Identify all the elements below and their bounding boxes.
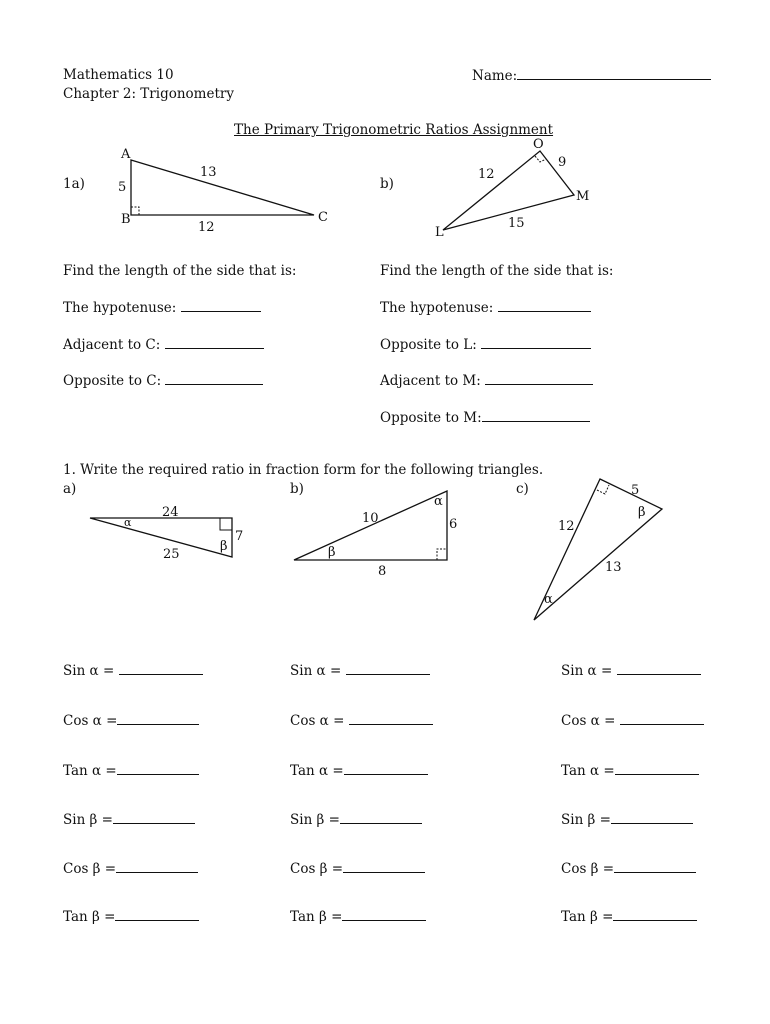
answer-blank[interactable]	[344, 762, 428, 775]
answer-blank[interactable]	[346, 662, 430, 675]
angle-alpha: α	[544, 592, 553, 607]
q1a-opposite-c[interactable]: Opposite to C:	[63, 372, 263, 389]
question-1b-label: b)	[380, 176, 394, 192]
answer-blank[interactable]	[617, 662, 701, 675]
ratio-b-tan-beta[interactable]: Tan β =	[290, 908, 426, 925]
side-10: 10	[362, 511, 379, 526]
prompt-1b: Find the length of the side that is:	[380, 263, 614, 279]
angle-beta: β	[638, 505, 646, 520]
angle-beta: β	[328, 545, 336, 560]
ratio-c-tan-alpha[interactable]: Tan α =	[561, 762, 699, 779]
side-bc: 12	[198, 220, 215, 235]
assignment-title: The Primary Trigonometric Ratios Assignment	[234, 122, 554, 138]
answer-blank[interactable]	[349, 712, 433, 725]
answer-blank[interactable]	[342, 908, 426, 921]
answer-blank[interactable]	[119, 662, 203, 675]
angle-alpha: α	[124, 516, 132, 529]
part2-instruction: 1. Write the required ratio in fraction form for the following triangles.	[63, 462, 544, 478]
ratio-b-cos-beta[interactable]: Cos β =	[290, 860, 425, 877]
side-om: 9	[558, 155, 567, 170]
side-ab: 5	[118, 180, 127, 195]
side-lm: 15	[508, 216, 525, 231]
ratio-a-sin-beta[interactable]: Sin β =	[63, 811, 195, 828]
answer-blank[interactable]	[117, 712, 199, 725]
ratio-b-tan-alpha[interactable]: Tan α =	[290, 762, 428, 779]
q1b-opposite-m[interactable]: Opposite to M:	[380, 409, 590, 426]
vertex-c: C	[318, 210, 328, 225]
side-8: 8	[378, 564, 387, 579]
angle-beta: β	[220, 539, 228, 554]
ratio-a-tan-alpha[interactable]: Tan α =	[63, 762, 199, 779]
answer-blank[interactable]	[611, 811, 693, 824]
name-label: Name:	[472, 68, 518, 84]
ratio-c-sin-alpha[interactable]: Sin α =	[561, 662, 701, 679]
answer-blank[interactable]	[614, 860, 696, 873]
side-lo: 12	[478, 167, 495, 182]
answer-blank[interactable]	[613, 908, 697, 921]
vertex-a: A	[121, 147, 131, 162]
side-7: 7	[235, 529, 244, 544]
ratio-c-sin-beta[interactable]: Sin β =	[561, 811, 693, 828]
answer-blank[interactable]	[113, 811, 195, 824]
answer-blank[interactable]	[115, 908, 199, 921]
ratio-a-sin-alpha[interactable]: Sin α =	[63, 662, 203, 679]
ratio-a-cos-beta[interactable]: Cos β =	[63, 860, 198, 877]
q1a-hypotenuse[interactable]: The hypotenuse:	[63, 299, 261, 316]
side-12: 12	[558, 519, 575, 534]
side-6: 6	[449, 517, 458, 532]
angle-alpha: α	[434, 494, 443, 509]
ratio-b-cos-alpha[interactable]: Cos α =	[290, 712, 433, 729]
answer-blank[interactable]	[117, 762, 199, 775]
ratio-b-sin-alpha[interactable]: Sin α =	[290, 662, 430, 679]
triangle-b-label: b)	[290, 481, 304, 497]
ratio-c-cos-alpha[interactable]: Cos α =	[561, 712, 704, 729]
chapter-title: Chapter 2: Trigonometry	[63, 86, 234, 102]
q1b-adjacent-m[interactable]: Adjacent to M:	[380, 372, 593, 389]
triangle-a-label: a)	[63, 481, 77, 497]
side-25: 25	[163, 547, 180, 562]
side-13: 13	[605, 560, 622, 575]
triangle-2c-shape	[534, 479, 662, 620]
q1b-hypotenuse[interactable]: The hypotenuse:	[380, 299, 591, 316]
ratio-c-tan-beta[interactable]: Tan β =	[561, 908, 697, 925]
ratio-a-cos-alpha[interactable]: Cos α =	[63, 712, 199, 729]
vertex-m: M	[576, 189, 590, 204]
right-angle-mark	[597, 485, 609, 494]
answer-blank[interactable]	[620, 712, 704, 725]
side-ac: 13	[200, 165, 217, 180]
answer-blank[interactable]	[340, 811, 422, 824]
answer-blank[interactable]	[116, 860, 198, 873]
vertex-b: B	[121, 212, 131, 227]
course-title: Mathematics 10	[63, 67, 174, 83]
prompt-1a: Find the length of the side that is:	[63, 263, 297, 279]
ratio-b-sin-beta[interactable]: Sin β =	[290, 811, 422, 828]
q1b-opposite-l[interactable]: Opposite to L:	[380, 336, 591, 353]
side-24: 24	[162, 505, 179, 520]
question-1a-label: 1a)	[63, 176, 85, 192]
ratio-a-tan-beta[interactable]: Tan β =	[63, 908, 199, 925]
answer-blank[interactable]	[615, 762, 699, 775]
answer-blank[interactable]	[343, 860, 425, 873]
side-5: 5	[631, 483, 640, 498]
triangle-c-label: c)	[516, 481, 529, 497]
ratio-c-cos-beta[interactable]: Cos β =	[561, 860, 696, 877]
vertex-o: O	[533, 137, 544, 152]
q1a-adjacent-c[interactable]: Adjacent to C:	[63, 336, 264, 353]
vertex-l: L	[435, 225, 444, 240]
